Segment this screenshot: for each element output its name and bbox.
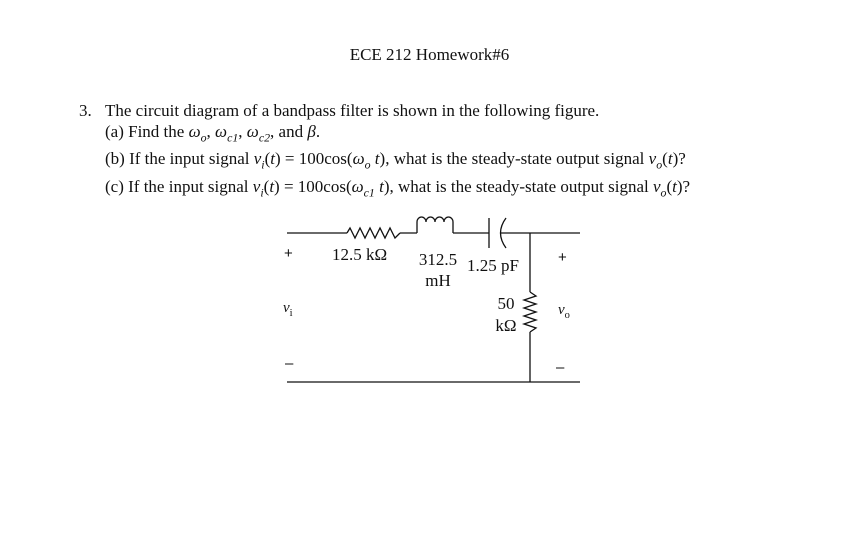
part-text: If the input signal bbox=[129, 149, 254, 169]
math-symbol: ω bbox=[351, 176, 364, 196]
math-symbol: t bbox=[270, 149, 275, 169]
math-symbol: ω bbox=[352, 149, 365, 169]
part-text: , and bbox=[270, 122, 308, 141]
math-symbol: ω bbox=[246, 122, 259, 141]
subscript: c1 bbox=[227, 130, 239, 145]
load-resistor-label bbox=[490, 293, 522, 337]
inductor-unit: mH bbox=[425, 271, 451, 290]
output-plus-sign: + bbox=[558, 249, 567, 266]
subscript: o bbox=[200, 130, 207, 145]
load-resistor-unit: kΩ bbox=[495, 316, 517, 335]
part-label: (c) bbox=[105, 176, 129, 196]
problem-statement: The circuit diagram of a bandpass filter is shown in the following figure. bbox=[105, 101, 600, 120]
inductor-symbol bbox=[417, 217, 453, 233]
inductor-label bbox=[412, 249, 464, 291]
load-resistor-symbol bbox=[524, 292, 536, 332]
input-plus-sign: + bbox=[284, 245, 293, 262]
part-text: ( bbox=[666, 176, 673, 196]
math-symbol: ω bbox=[215, 122, 228, 141]
page-title: ECE 212 Homework#6 bbox=[349, 45, 510, 64]
part-text: ), what is the steady-state output signal bbox=[379, 149, 649, 169]
series-resistor-symbol bbox=[347, 228, 400, 238]
math-symbol: t bbox=[374, 149, 380, 169]
subscript: o bbox=[660, 185, 667, 200]
part-text: ) = 100cos( bbox=[275, 149, 353, 169]
math-symbol: v bbox=[252, 176, 261, 196]
math-symbol: v bbox=[652, 176, 661, 196]
part-text: )? bbox=[672, 149, 686, 169]
part-text: If the input signal bbox=[128, 176, 253, 196]
math-symbol: ω bbox=[188, 122, 201, 141]
problem-number: 3. bbox=[79, 101, 92, 120]
subscript: c2 bbox=[258, 130, 271, 145]
part-text: ( bbox=[264, 149, 271, 169]
input-voltage-label: $v_i$ bbox=[283, 300, 293, 319]
part-text: ( bbox=[263, 176, 270, 196]
part-label: (b) bbox=[105, 149, 130, 169]
inductor-value: 312.5 bbox=[418, 250, 458, 269]
output-minus-sign: – bbox=[556, 359, 565, 376]
part-label: (a) bbox=[105, 122, 129, 141]
output-voltage-label: $v_o$ bbox=[558, 302, 570, 321]
part-text: , bbox=[238, 122, 247, 141]
part-text: )? bbox=[676, 176, 691, 196]
math-symbol: t bbox=[667, 149, 673, 169]
subscript: i bbox=[260, 185, 264, 200]
math-symbol: t bbox=[269, 176, 275, 196]
math-symbol: β bbox=[307, 122, 316, 141]
subscript: o bbox=[656, 157, 663, 172]
input-minus-sign: – bbox=[285, 355, 294, 372]
part-text: ), what is the steady-state output signal bbox=[383, 176, 653, 196]
part-text: . bbox=[315, 122, 321, 141]
part-text: Find the bbox=[128, 122, 189, 141]
series-resistor-label: 12.5 kΩ bbox=[332, 245, 388, 264]
math-symbol: v bbox=[648, 149, 657, 169]
math-symbol: t bbox=[379, 176, 384, 196]
subscript: c1 bbox=[363, 185, 375, 200]
load-resistor-value: 50 bbox=[497, 294, 515, 313]
part-text: ) = 100cos( bbox=[274, 176, 352, 196]
part-text: ( bbox=[662, 149, 668, 169]
part-text: , bbox=[206, 122, 216, 141]
subscript: o bbox=[364, 157, 371, 172]
math-symbol: t bbox=[672, 176, 677, 196]
math-symbol: v bbox=[253, 149, 262, 169]
subscript: i bbox=[261, 157, 265, 172]
capacitor-label: 1.25 pF bbox=[467, 256, 519, 275]
